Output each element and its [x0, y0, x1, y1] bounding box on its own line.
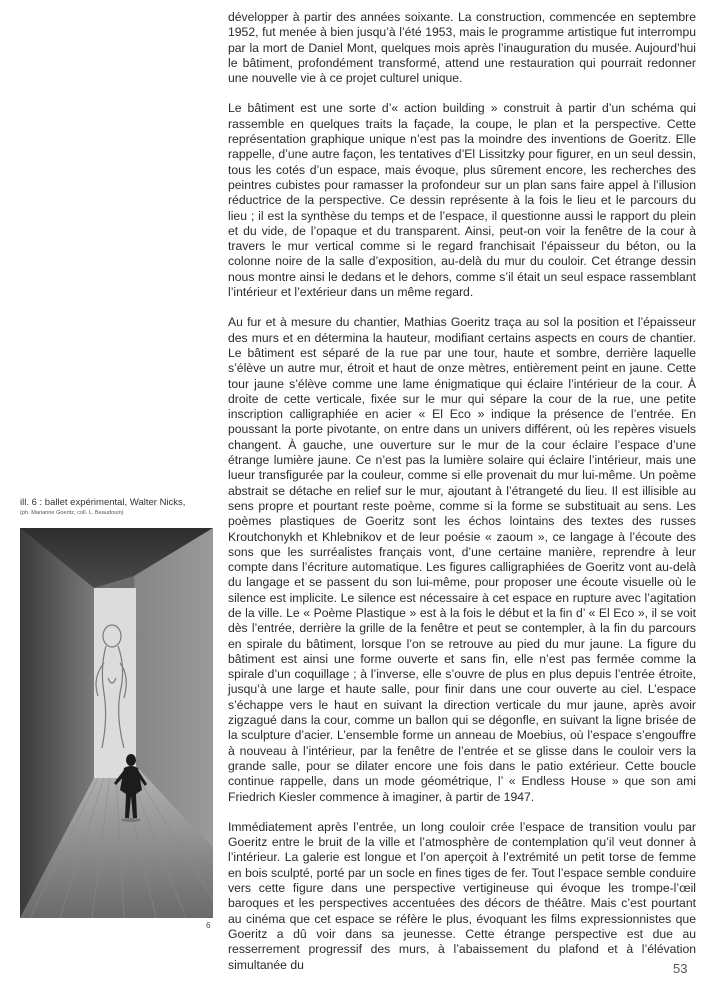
- corridor-photo-image: [20, 528, 213, 918]
- page-number: 53: [673, 961, 688, 976]
- paragraph-4: Immédiatement après l’entrée, un long couloir crée l’espace de transition voulu par Goeritz entre le bruit de la ville et l’atmosphère de contemplation qu’il veut donner à l’intérieur. La galerie est longue et l’on aperçoit à l’extrémité un petit torse de femme en bois sculpté, porté par un socle en fines tiges de fer. Tout l’espace semble conduire vers cette figure dans une perspective vertigineuse qui évoque les trompe-l’œil baroques et les perspectives accentuées des décors de théâtre. Mais c’est pourtant au cinéma que cet espace se réfère le plus, évoquant les films expressionnistes que Goeritz a dû voir dans sa jeunesse. Cette étrange perspective est due au resserrement progressif des murs, à l’abaissement du plafond et à l’élévation simultanée du: [228, 819, 696, 972]
- caption-title: ill. 6 : ballet expérimental, Walter Nicks,: [20, 497, 186, 508]
- paragraph-3: Au fur et à mesure du chantier, Mathias Goeritz traça au sol la position et l’épaisseur des murs et en détermina la hauteur, modifiant certains aspects en cours de chantier. Le bâtiment est séparé de la rue par une tour, haute et sombre, derrière laquelle s’élève un autre mur, étroit et haut de onze mètres, entièrement peint en jaune. Cette tour jaune s’élève comme une lame énigmatique qui éclaire l’intérieur de la cour. À droite de cette verticale, fixée sur le mur qui sépare la cour de la rue, une petite inscription calligraphiée en acier « El Eco » indique la présence de l’entrée. En poussant la porte pivotante, on entre dans un univers différent, où les repères visuels changent. À gauche, une ouverture sur le mur de la cour éclaire l’espace d’une étrange lumière jaune. Ce n’est pas la lumière solaire qui éclaire l’intérieur, mais une lueur transfigurée par la couleur, comme si elle provenait du mur lui-même. Un poème abstrait se détache en relief sur le mur, ajoutant à l’étrangeté du lieu. Il est illisible au sens propre et pourtant reste poème, comme si la forme se substituait au sens. Les poèmes plastiques de Goeritz sont les échos lointains des textes des russes Kroutchonykh et Khlebnikov et de leur poésie « zaoum », ce langage à l’écoute des sons que les surréalistes français vont, d’une certaine manière, reprendre à leur compte dans l’écriture automatique. Les figures calligraphiées de Goeritz vont au-delà du langage et se passent du son lui-même, pour proposer une écoute visuelle où le silence est implicite. Le silence est nécessaire à cet espace en rupture avec l’agitation de la ville. Le « Poème Plastique » est à la fois le début et la fin d’ « El Eco », il se voit dès l’entrée, derrière la grille de la fenêtre et peut se contempler, à la fin du parcours en spirale du bâtiment, lorsque l’on se retrouve au pied du mur jaune. La figure du bâtiment est ainsi une forme ouverte et sans fin, elle n’est pas fermée comme la spirale d’un coquillage ; à l’inverse, elle s’ouvre de plus en plus depuis l’entrée étroite, jusqu’à une large et haute salle, pour finir dans une cour ouverte au ciel. L’espace s’échappe vers le haut en suivant la direction verticale du mur jaune, après avoir zigzagué dans la cour, comme un ballon qui se dégonfle, en suivant la ligne brisée de la sculpture d’acier. L’ensemble forme un anneau de Moebius, où l’espace s’engouffre à nouveau à l’intérieur, par la fenêtre de l’entrée et se glisse dans le couloir vers la grande salle, pour se dilater encore une fois dans le patio extérieur. Cette boucle continue rappelle, dans un mode géométrique, l’ « Endless House » que son ami Friedrich Kiesler commence à imaginer, à partir de 1947.: [228, 315, 696, 804]
- article-body: [228, 10, 696, 988]
- figure-caption: [20, 497, 215, 517]
- caption-credit: (ph. Marianne Goeritz, coll. L. Beaudouin): [20, 510, 124, 516]
- paragraph-1: développer à partir des années soixante. La construction, commencée en septembre 1952, fut menée à bien jusqu’à l’été 1953, mais le programme artistique fut interrompu par la mort de Daniel Mont, quelques mois après l’inauguration du musée. Aujourd’hui le bâtiment, profondément transformé, attend une restauration qui pourrait redonner une nouvelle vie à ce projet culturel unique.: [228, 10, 696, 86]
- figure-number: 6: [206, 921, 211, 930]
- corridor-photo: [20, 528, 213, 918]
- paragraph-2: Le bâtiment est une sorte d’« action building » construit à partir d’un schéma qui rassemble en quelques traits la façade, la coupe, le plan et la perspective. Cette représentation graphique unique n’est pas la moindre des inventions de Goeritz. Elle rappelle, d’une autre façon, les tentatives d’El Lissitzky pour figurer, en un seul dessin, tous les cotés d’un espace, mais évoque, plus sûrement encore, les recherches des peintres cubistes pour ramasser la profondeur sur un plan sans faire appel à l’illusion réductrice de la perspective. Ce dessin représente à la fois le lieu et le parcours du lieu ; il est la synthèse du temps et de l’espace, il questionne aussi le rapport du plein et du vide, de l’opaque et du transparent. Ainsi, peut-on voir la fenêtre de la cour à travers le mur vertical comme si le regard franchisait l’épaisseur du béton, ou la colonne noire de la salle d’exposition, au-delà du mur du couloir. Cet étrange dessin nous montre ainsi le dedans et le dehors, comme s’il était un seul espace rassemblant l’intérieur et l’extérieur dans un même regard.: [228, 101, 696, 300]
